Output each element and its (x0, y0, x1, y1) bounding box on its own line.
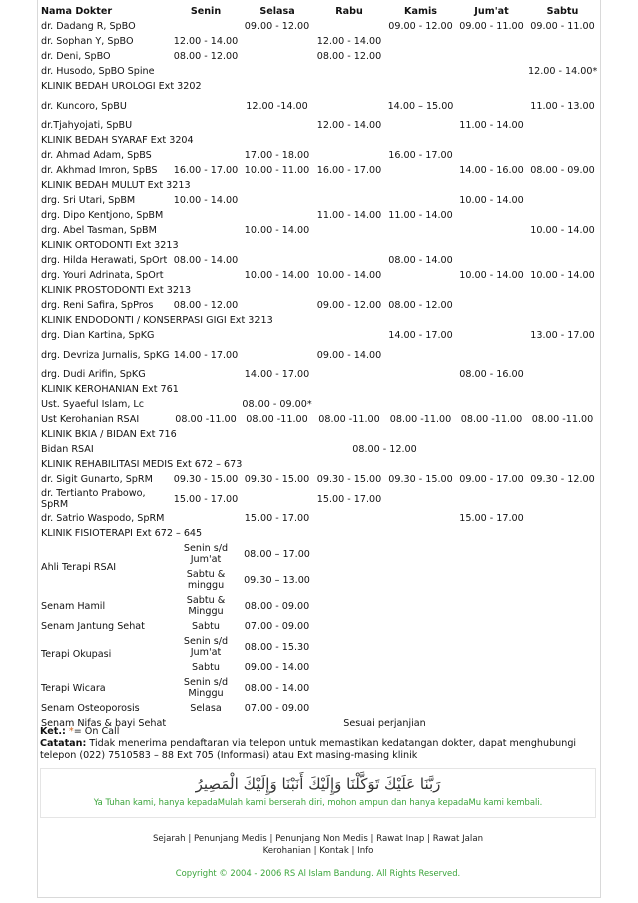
section-row (40, 526, 598, 541)
therapy-row (40, 701, 598, 716)
section-title: KLINIK PROSTODONTI Ext 3213 (41, 285, 192, 296)
schedule-cell-sat: 08.00 -11.00 (531, 414, 594, 425)
section-title: KLINIK BEDAH MULUT Ext 3213 (41, 180, 191, 191)
legend-star: * (68, 726, 74, 737)
schedule-cell-wed: 09.00 - 12.00 (316, 300, 382, 311)
schedule-cell-thu (385, 64, 456, 79)
header-thursday: Kamis (404, 5, 437, 17)
schedule-cell-fri: 11.00 - 14.00 (459, 120, 524, 131)
schedule-cell-tue (241, 193, 313, 208)
catatan-label: Catatan: (40, 738, 87, 749)
doctor-name: drg. Sri Utari, SpBM (41, 195, 136, 206)
section-row (40, 178, 598, 193)
doctor-name: dr. Ahmad Adam, SpBS (41, 150, 152, 161)
section-title: KLINIK ORTODONTI Ext 3213 (41, 240, 179, 251)
schedule-cell-mon (171, 328, 241, 343)
schedule-cell-wed (313, 193, 385, 208)
section-row (40, 427, 598, 442)
therapy-note: Sesuai perjanjian (343, 718, 426, 729)
schedule-cell-mon (171, 208, 241, 223)
therapy-name: Senam Nifas & bayi Sehat (41, 718, 167, 729)
schedule-cell-wed: 10.00 - 14.00 (316, 270, 382, 281)
doctor-name: dr. Tertianto Prabowo, SpRM (41, 488, 146, 510)
therapy-time: 07.00 - 09.00 (244, 621, 310, 632)
schedule-cell-fri: 10.00 - 14.00 (459, 270, 524, 281)
therapy-time: 08.00 - 09.00 (244, 600, 310, 612)
footer-separator: | (266, 834, 276, 844)
footer-separator: | (348, 846, 358, 856)
section-row (40, 457, 598, 472)
schedule-cell-thu (385, 487, 456, 511)
schedule-cell-mon: 08.00 - 14.00 (173, 255, 239, 266)
footer-link-rawat-inap[interactable]: Rawat Inap (376, 834, 425, 844)
doctor-row (40, 487, 598, 511)
therapy-days: Senin s/d Jum'at (183, 636, 229, 658)
doctor-name: drg. Hilda Herawati, SpOrt (41, 255, 168, 266)
doctor-name: dr. Sophan Y, SpBO (41, 36, 134, 47)
doctor-name: dr. Husodo, SpBO Spine (41, 66, 155, 77)
doctor-row (40, 442, 598, 457)
doctor-row (40, 268, 598, 283)
schedule-cell-wed (313, 64, 385, 79)
schedule-cell-wed: 08.00 -11.00 (318, 414, 380, 425)
schedule-cell-tue (241, 343, 313, 367)
section-row (40, 79, 598, 94)
notes (40, 726, 596, 762)
schedule-cell-thu (385, 511, 456, 526)
doctor-row (40, 208, 598, 223)
header-monday: Senin (190, 5, 222, 17)
header-row (40, 3, 598, 19)
footer-link-rawat-jalan[interactable]: Rawat Jalan (432, 834, 484, 844)
schedule-cell-wed (313, 367, 385, 382)
legend-text: = On Call (73, 726, 120, 737)
footer-links-line-1 (40, 833, 596, 845)
therapy-time: 09.00 - 14.00 (244, 662, 310, 673)
schedule-cell-tue (241, 328, 313, 343)
therapy-name: Terapi Okupasi (41, 649, 112, 660)
schedule-cell-wed: 11.00 - 14.00 (316, 210, 382, 221)
doctor-row (40, 343, 598, 367)
legend-note (40, 726, 596, 738)
schedule-cell-fri (456, 397, 527, 412)
schedule-cell-mon: 08.00 - 12.00 (173, 300, 239, 311)
doctor-row (40, 397, 598, 412)
schedule-cell-week: 08.00 - 12.00 (352, 444, 417, 455)
schedule-cell-fri (456, 298, 527, 313)
schedule-cell-mon (171, 367, 241, 382)
schedule-cell-thu (385, 34, 456, 49)
doctor-row (40, 148, 598, 163)
schedule-cell-wed (313, 511, 385, 526)
doctor-name: dr.Tjahyojati, SpBU (41, 120, 133, 131)
footer-links-line-2 (40, 845, 596, 857)
schedule-cell-wed (313, 19, 385, 34)
schedule-cell-fri (456, 64, 527, 79)
schedule-cell-fri (456, 223, 527, 238)
section-row (40, 313, 598, 328)
schedule-cell-mon: 09.30 - 15.00 (173, 474, 239, 485)
doctor-name: Ust Kerohanian RSAI (41, 414, 140, 425)
doctor-row (40, 193, 598, 208)
schedule-cell-fri: 10.00 - 14.00 (459, 195, 524, 206)
doctor-row (40, 163, 598, 178)
schedule-cell-wed: 08.00 - 12.00 (316, 51, 382, 62)
section-title: KLINIK BEDAH SYARAF Ext 3204 (41, 135, 194, 146)
schedule-cell-sat: 10.00 - 14.00 (530, 225, 595, 236)
doctor-row (40, 298, 598, 313)
schedule-cell-tue: 10.00 - 14.00 (244, 225, 310, 236)
schedule-cell-fri (456, 253, 527, 268)
schedule-cell-sat: 12.00 - 14.00* (528, 66, 598, 77)
schedule-cell-wed (313, 148, 385, 163)
schedule-cell-tue: 09.30 - 15.00 (244, 474, 310, 485)
schedule-cell-sat (527, 208, 598, 223)
therapy-time: 07.00 - 09.00 (244, 703, 310, 714)
therapy-name: Senam Hamil (41, 600, 106, 612)
therapy-days: Selasa (190, 703, 222, 714)
arabic-prayer: رَبَّنَا عَلَيْكَ تَوَكَّلْنَا وَإِلَيْكَ أَنَبْنَا وَإِلَيْكَ الْمَصِيرُ (195, 775, 441, 793)
therapy-days: Sabtu (192, 662, 220, 673)
doctor-row (40, 49, 598, 64)
schedule-cell-sat: 08.00 - 09.00 (530, 165, 595, 176)
therapy-name: Senam Osteoporosis (41, 703, 140, 714)
schedule-cell-tue: 12.00 -14.00 (246, 100, 308, 112)
schedule-cell-sat (527, 118, 598, 133)
doctor-name: Bidan RSAI (41, 444, 94, 455)
doctor-row (40, 34, 598, 49)
doctor-name: dr. Kuncoro, SpBU (41, 100, 127, 112)
schedule-cell-mon (171, 397, 241, 412)
doctor-row (40, 94, 598, 118)
section-row (40, 283, 598, 298)
footer-separator: | (310, 846, 320, 856)
schedule-cell-thu: 14.00 – 15.00 (387, 100, 454, 112)
section-row (40, 133, 598, 148)
schedule-cell-fri: 15.00 - 17.00 (459, 513, 524, 524)
header-doctor: Nama Dokter (41, 5, 113, 17)
doctor-name: drg. Dipo Kentjono, SpBM (41, 210, 164, 221)
empty-cell (313, 567, 598, 593)
doctor-row (40, 118, 598, 133)
schedule-cell-thu (385, 223, 456, 238)
footer-link-info[interactable]: Info (357, 846, 374, 856)
schedule-cell-sat (527, 343, 598, 367)
schedule-cell-fri (456, 343, 527, 367)
copyright: Copyright © 2004 - 2006 RS Al Islam Bandung. All Rights Reserved. (175, 868, 461, 878)
therapy-time: 08.00 – 17.00 (244, 548, 310, 560)
schedule-cell-tue (241, 253, 313, 268)
schedule-cell-tue: 15.00 - 17.00 (244, 513, 310, 524)
schedule-cell-tue: 09.00 - 12.00 (244, 21, 310, 32)
schedule-cell-thu: 14.00 - 17.00 (388, 330, 453, 341)
schedule-cell-tue (241, 208, 313, 223)
schedule-cell-wed (313, 223, 385, 238)
footer-link-penunjang-medis[interactable]: Penunjang Medis (193, 834, 267, 844)
therapy-days: Sabtu (192, 621, 220, 632)
doctor-name: drg. Abel Tasman, SpBM (41, 225, 157, 236)
doctor-name: drg. Devriza Jurnalis, SpKG (41, 349, 170, 361)
schedule-cell-fri (456, 34, 527, 49)
schedule-cell-thu: 08.00 - 14.00 (388, 255, 453, 266)
schedule-cell-thu: 09.30 - 15.00 (388, 474, 453, 485)
schedule-cell-mon (171, 223, 241, 238)
empty-cell (313, 619, 598, 634)
schedule-cell-sat (527, 34, 598, 49)
schedule-cell-thu: 11.00 - 14.00 (388, 210, 453, 221)
schedule-cell-sat (527, 511, 598, 526)
empty-cell (313, 701, 598, 716)
schedule-cell-tue: 14.00 - 17.00 (244, 369, 310, 380)
section-row (40, 238, 598, 253)
schedule-cell-mon (171, 268, 241, 283)
schedule-cell-fri (456, 49, 527, 64)
therapy-days: Senin s/d Minggu (183, 677, 229, 699)
therapy-row (40, 634, 598, 660)
schedule-cell-sat: 09.00 - 11.00 (530, 21, 595, 32)
schedule-cell-mon: 15.00 - 17.00 (173, 493, 239, 505)
doctor-row (40, 223, 598, 238)
empty-cell (313, 541, 598, 567)
footer-nav (40, 833, 596, 857)
schedule-cell-sat: 09.30 - 12.00 (530, 474, 595, 485)
footer-link-kontak[interactable]: Kontak (319, 846, 349, 856)
section-title: KLINIK ENDODONTI / KONSERPASI GIGI Ext 3213 (41, 315, 273, 326)
prayer-box (40, 768, 596, 818)
doctor-row (40, 412, 598, 427)
prayer-translation: Ya Tuhan kami, hanya kepadaMulah kami berserah diri, mohon ampun dan hanya kepadaMu kami kembali. (93, 797, 543, 807)
schedule-cell-sat (527, 49, 598, 64)
doctor-name: dr. Sigit Gunarto, SpRM (41, 474, 153, 485)
schedule-cell-wed: 12.00 - 14.00 (316, 120, 382, 131)
schedule-cell-thu (385, 397, 456, 412)
footer-separator: | (185, 834, 194, 844)
catatan-text: Tidak menerima pendaftaran via telepon untuk memastikan kedatangan dokter, dapat menghubungi telepon (022) 7510583 – 88 Ext 705 (Informasi) atau Ext masing-masing klinik (40, 738, 577, 761)
schedule-cell-tue (241, 64, 313, 79)
schedule-cell-fri (456, 148, 527, 163)
doctor-name: drg. Youri Adrinata, SpOrt (41, 270, 164, 281)
schedule-cell-wed: 15.00 - 17.00 (316, 493, 382, 505)
schedule-cell-fri: 08.00 - 16.00 (459, 369, 524, 380)
doctor-name: drg. Dudi Arifin, SpKG (41, 369, 146, 380)
header-friday: Jum'at (474, 5, 509, 17)
schedule-cell-mon: 12.00 - 14.00 (173, 36, 239, 47)
doctor-name: drg. Dian Kartina, SpKG (41, 330, 155, 341)
schedule-cell-fri (456, 328, 527, 343)
doctor-row (40, 253, 598, 268)
schedule-cell-thu (385, 163, 456, 178)
doctor-row (40, 511, 598, 526)
schedule-cell-mon: 08.00 - 12.00 (173, 51, 239, 62)
footer-link-kerohanian[interactable]: Kerohanian (262, 846, 311, 856)
schedule-cell-mon (171, 19, 241, 34)
schedule-cell-thu (385, 268, 456, 283)
section-title: KLINIK BEDAH UROLOGI Ext 3202 (41, 81, 202, 92)
doctor-name: dr. Akhmad Imron, SpBS (41, 165, 158, 176)
schedule-cell-sat: 11.00 - 13.00 (530, 100, 595, 112)
footer-link-sejarah[interactable]: Sejarah (152, 834, 186, 844)
schedule-cell-fri: 14.00 - 16.00 (459, 165, 524, 176)
footer-link-penunjang-non-medis[interactable]: Penunjang Non Medis (275, 834, 368, 844)
schedule-cell-tue: 10.00 - 14.00 (244, 270, 310, 281)
therapy-name: Ahli Terapi RSAI (41, 561, 117, 573)
schedule-cell-thu (385, 49, 456, 64)
schedule-cell-fri (456, 487, 527, 511)
schedule-cell-mon: 08.00 -11.00 (175, 414, 237, 425)
schedule-cell-wed: 09.00 - 14.00 (316, 349, 382, 361)
therapy-row (40, 619, 598, 634)
schedule-cell-tue: 08.00 - 09.00* (242, 399, 312, 410)
therapy-name: Terapi Wicara (41, 682, 106, 694)
doctor-row (40, 19, 598, 34)
schedule-cell-tue (241, 487, 313, 511)
schedule-cell-thu (385, 118, 456, 133)
schedule-cell-sat (527, 193, 598, 208)
schedule-cell-tue: 10.00 - 11.00 (244, 165, 310, 176)
schedule-cell-mon: 10.00 - 14.00 (173, 195, 239, 206)
schedule-cell-tue: 08.00 -11.00 (246, 414, 308, 425)
therapy-days: Sabtu & minggu (186, 569, 226, 591)
footer-separator: | (424, 834, 433, 844)
schedule-cell-sat: 10.00 - 14.00 (530, 270, 595, 281)
section-row (40, 382, 598, 397)
schedule-cell-thu (385, 343, 456, 367)
schedule-cell-sat (527, 253, 598, 268)
section-title: KLINIK KEROHANIAN Ext 761 (41, 384, 179, 395)
schedule-cell-sat (527, 487, 598, 511)
empty-cell (313, 593, 598, 619)
therapy-time: 08.00 - 15.30 (244, 641, 310, 653)
empty-cell (313, 634, 598, 660)
doctor-row (40, 367, 598, 382)
schedule-cell-mon: 16.00 - 17.00 (173, 165, 239, 176)
schedule-cell-sat (527, 298, 598, 313)
empty-cell (313, 675, 598, 701)
schedule-cell-tue: 17.00 - 18.00 (244, 150, 310, 161)
schedule-cell-sat (527, 148, 598, 163)
header-saturday: Sabtu (546, 5, 579, 17)
footer-separator: | (367, 834, 377, 844)
doctor-name: dr. Deni, SpBO (41, 51, 111, 62)
section-title: KLINIK FISIOTERAPI Ext 672 – 645 (41, 528, 203, 539)
therapy-row (40, 675, 598, 701)
schedule-cell-thu (385, 193, 456, 208)
schedule-cell-mon (171, 118, 241, 133)
legend-label: Ket.: (40, 726, 66, 737)
schedule-table (40, 3, 598, 731)
doctor-name: dr. Dadang R, SpBO (41, 21, 136, 32)
therapy-row (40, 541, 598, 567)
schedule-cell-wed (313, 328, 385, 343)
schedule-cell-fri: 08.00 -11.00 (460, 414, 523, 425)
schedule-cell-thu (385, 367, 456, 382)
doctor-name: drg. Reni Safira, SpPros (41, 300, 154, 311)
doctor-row (40, 64, 598, 79)
schedule-cell-wed (313, 253, 385, 268)
schedule-cell-tue (241, 34, 313, 49)
schedule-cell-wed: 16.00 - 17.00 (316, 165, 382, 176)
schedule-cell-mon (171, 64, 241, 79)
schedule-cell-thu: 16.00 - 17.00 (388, 150, 453, 161)
header-wednesday: Rabu (335, 5, 363, 17)
schedule-cell-mon: 14.00 - 17.00 (173, 349, 239, 361)
catatan-note (40, 738, 596, 762)
schedule-cell-thu: 09.00 - 12.00 (388, 21, 453, 32)
schedule-cell-fri: 09.00 - 17.00 (459, 474, 524, 485)
header-tuesday: Selasa (259, 5, 295, 17)
schedule-cell-mon (171, 148, 241, 163)
schedule-cell-wed: 09.30 - 15.00 (316, 474, 382, 485)
schedule-cell-thu: 08.00 -11.00 (389, 414, 452, 425)
schedule-cell-tue (241, 118, 313, 133)
therapy-time: 08.00 - 14.00 (244, 682, 310, 694)
therapy-name: Senam Jantung Sehat (41, 621, 145, 632)
schedule-cell-sat: 13.00 - 17.00 (530, 330, 595, 341)
empty-cell (313, 660, 598, 675)
doctor-name: Ust. Syaeful Islam, Lc (41, 399, 145, 410)
therapy-days: Sabtu & Minggu (186, 595, 226, 617)
therapy-days: Senin s/d Jum'at (183, 543, 229, 565)
therapy-row (40, 593, 598, 619)
doctor-row (40, 328, 598, 343)
schedule-cell-sat (527, 367, 598, 382)
doctor-row (40, 472, 598, 487)
section-title: KLINIK REHABILITASI MEDIS Ext 672 – 673 (41, 459, 243, 470)
schedule-cell-wed: 12.00 - 14.00 (316, 36, 382, 47)
schedule-cell-mon (171, 511, 241, 526)
schedule-cell-wed (313, 397, 385, 412)
schedule-cell-mon (171, 94, 241, 118)
schedule-cell-tue (241, 49, 313, 64)
doctor-name: dr. Satrio Waspodo, SpRM (41, 513, 165, 524)
section-title: KLINIK BKIA / BIDAN Ext 716 (41, 429, 177, 440)
schedule-cell-fri (456, 94, 527, 118)
schedule-cell-thu: 08.00 - 12.00 (388, 300, 453, 311)
schedule-cell-tue (241, 298, 313, 313)
schedule-cell-wed (313, 94, 385, 118)
schedule-cell-sat (527, 397, 598, 412)
schedule-cell-fri: 09.00 - 11.00 (459, 21, 524, 32)
schedule-cell-fri (456, 208, 527, 223)
therapy-time: 09.30 – 13.00 (244, 574, 310, 586)
